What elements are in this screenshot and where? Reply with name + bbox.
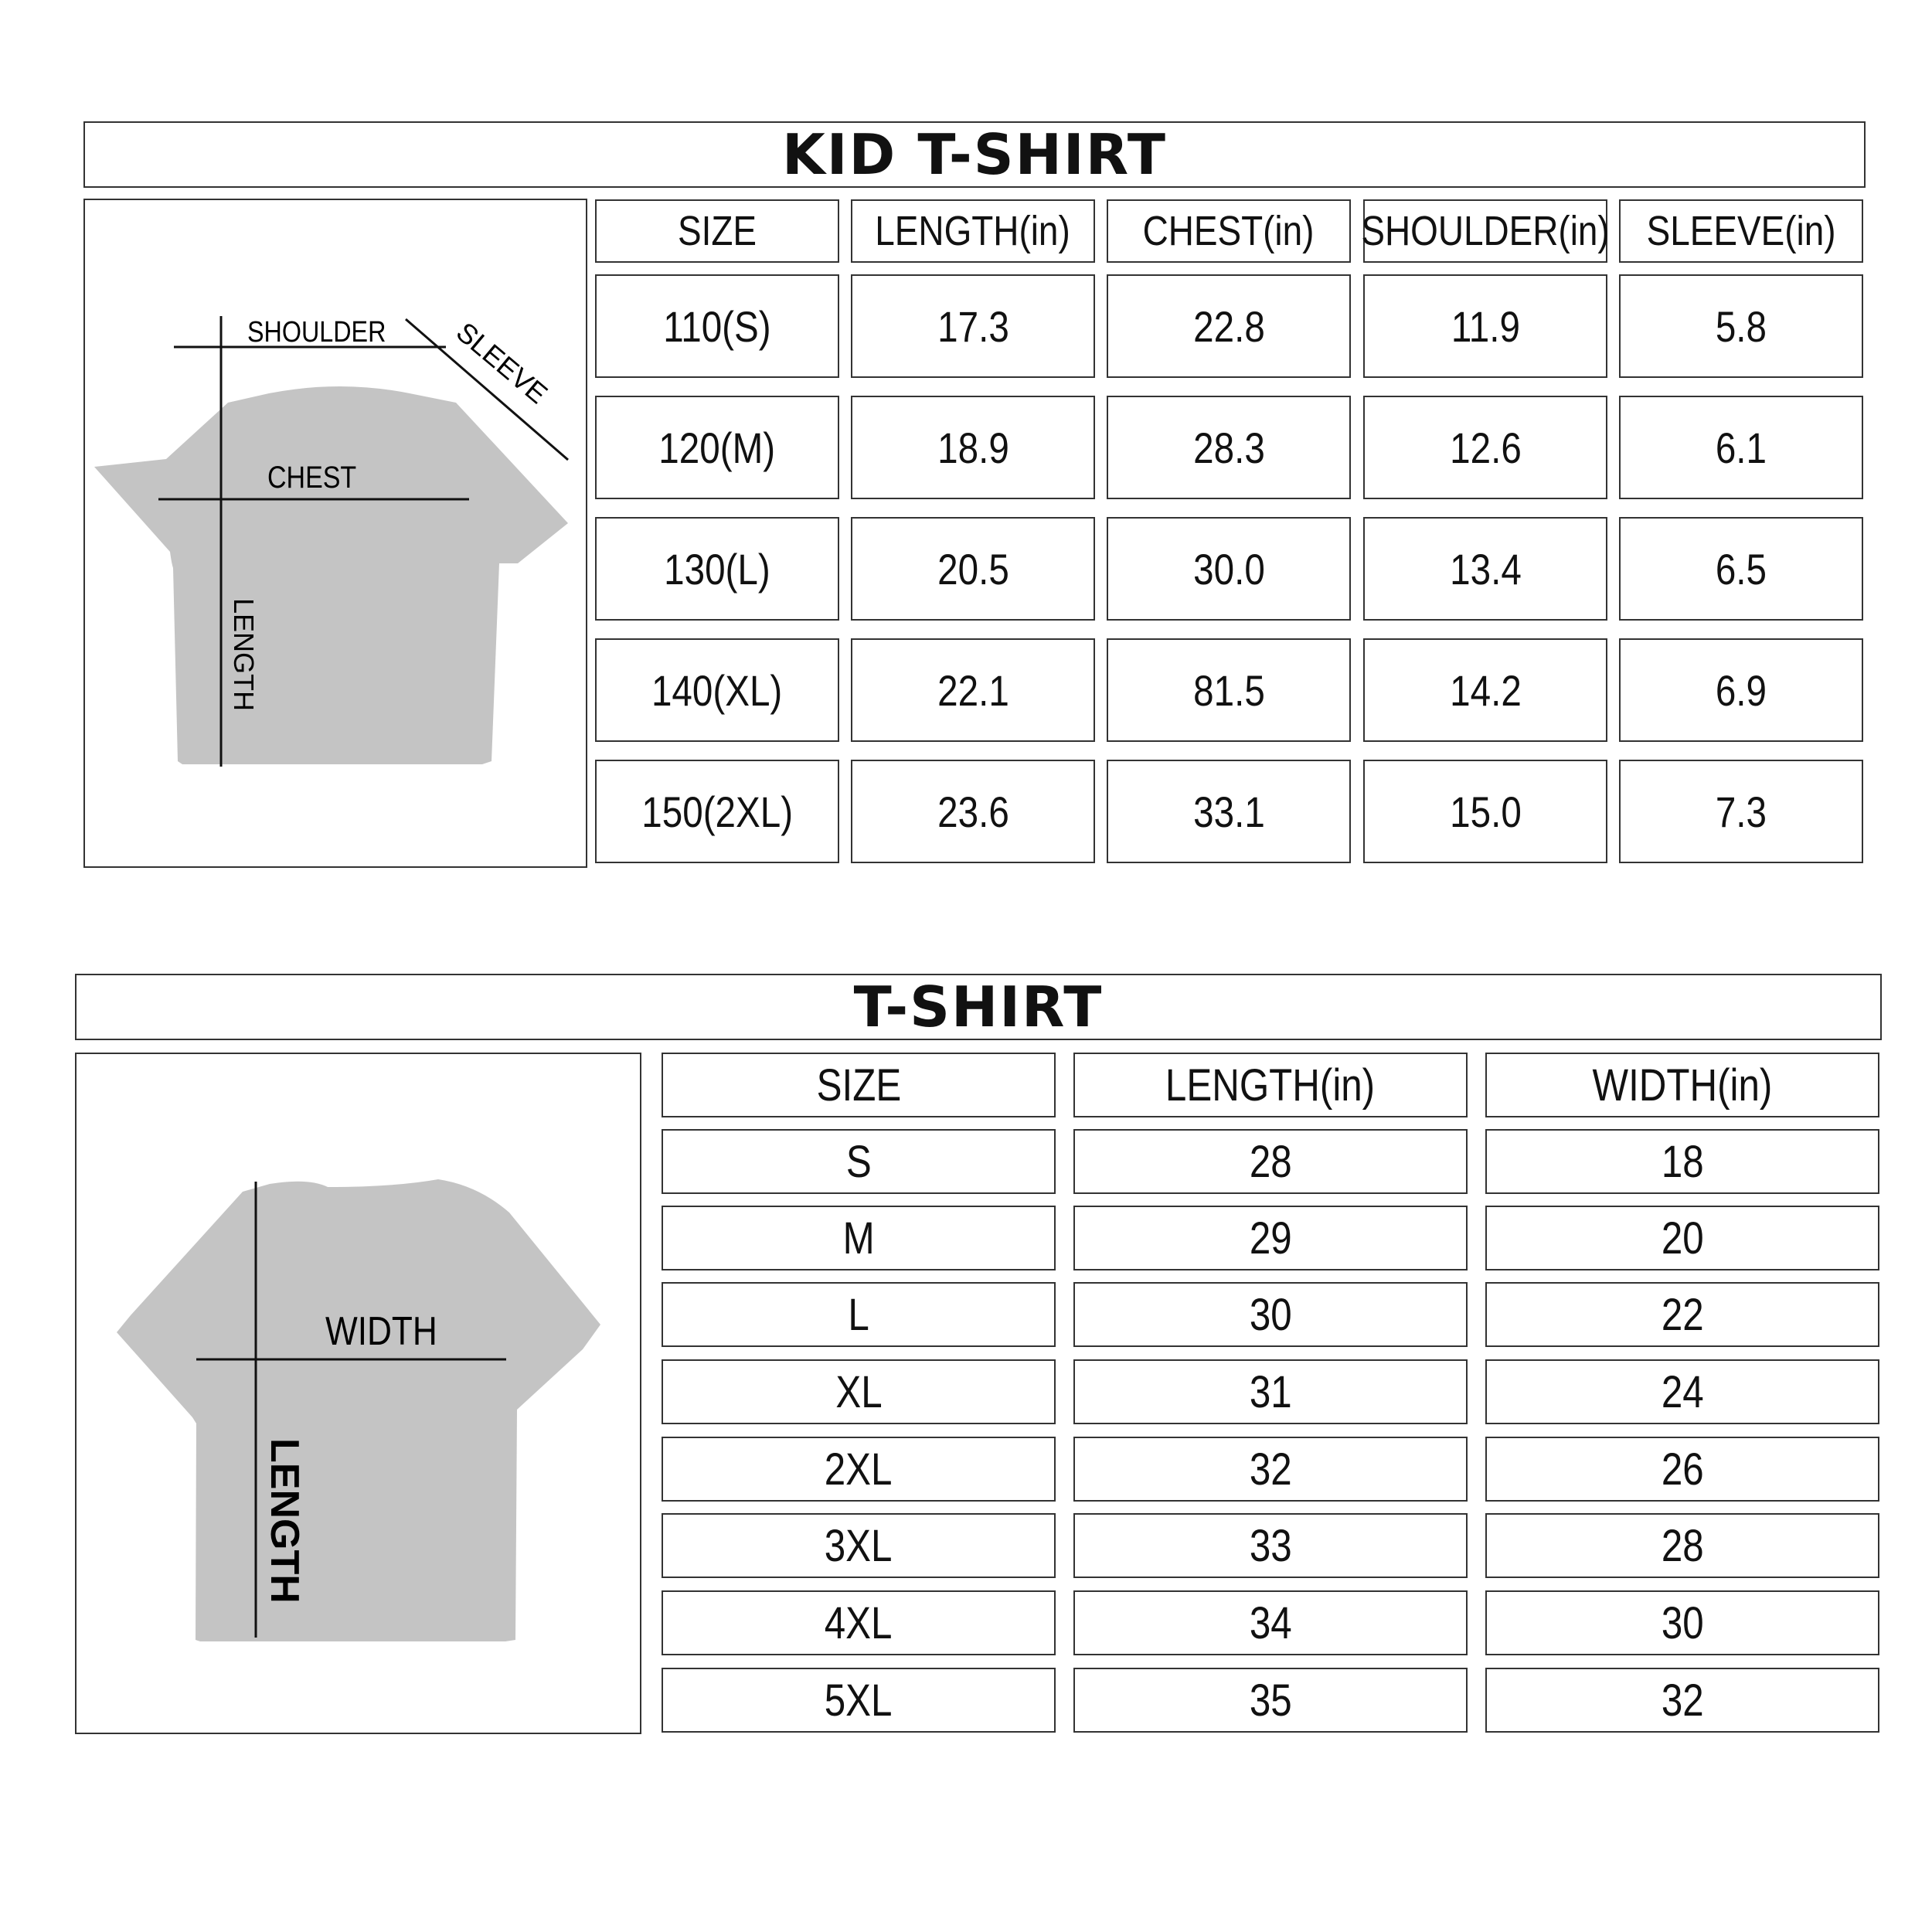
kid-table-cell <box>1363 274 1607 378</box>
adult-cell-value: 33 <box>1249 1520 1292 1571</box>
adult-table-cell <box>1073 1282 1468 1347</box>
kid-chest-label: CHEST <box>267 459 357 495</box>
kid-table-cell <box>1619 760 1863 863</box>
adult-table-cell <box>1485 1513 1879 1578</box>
adult-chart-title-text: T-SHIRT <box>853 975 1104 1039</box>
adult-table-cell <box>1485 1668 1879 1733</box>
adult-table-cell <box>662 1129 1056 1194</box>
kid-cell-value: 20.5 <box>937 544 1009 594</box>
adult-table-cell <box>1073 1359 1468 1424</box>
kid-cell-value: 150(2XL) <box>641 787 793 836</box>
adult-length-label: LENGTH <box>262 1438 307 1604</box>
kid-table-cell <box>1619 396 1863 499</box>
kid-cell-value: 7.3 <box>1715 787 1767 836</box>
kid-cell-value: 11.9 <box>1451 301 1520 351</box>
adult-shirt-diagram <box>77 1054 640 1733</box>
adult-table-cell <box>1485 1359 1879 1424</box>
kid-shirt-diagram <box>85 200 586 866</box>
kid-header-cell <box>851 199 1095 263</box>
adult-shirt-diagram-panel <box>75 1053 641 1734</box>
kid-length-label: LENGTH <box>228 598 260 712</box>
adult-cell-value: 26 <box>1661 1444 1704 1495</box>
kid-sleeve-label: SLEEVE <box>450 315 554 410</box>
kid-cell-value: 6.9 <box>1715 665 1767 715</box>
kid-header-label: LENGTH(in) <box>875 208 1071 254</box>
adult-cell-value: 30 <box>1661 1597 1704 1648</box>
adult-table-cell <box>662 1668 1056 1733</box>
kid-table-cell <box>595 517 839 621</box>
adult-table-cell <box>662 1437 1056 1502</box>
adult-cell-value: 31 <box>1249 1366 1292 1417</box>
adult-table-cell <box>1073 1513 1468 1578</box>
adult-cell-value: 22 <box>1661 1289 1704 1340</box>
kid-cell-value: 130(L) <box>664 544 770 594</box>
adult-table-cell <box>662 1513 1056 1578</box>
adult-table-cell <box>1073 1668 1468 1733</box>
kid-chart-title-text: KID T-SHIRT <box>781 122 1168 187</box>
kid-shirt-diagram-panel <box>83 199 587 868</box>
adult-table-cell <box>662 1590 1056 1655</box>
adult-cell-value: 28 <box>1249 1136 1292 1187</box>
kid-table-cell <box>851 760 1095 863</box>
adult-table-cell <box>1073 1437 1468 1502</box>
kid-table-cell <box>851 517 1095 621</box>
kid-cell-value: 6.1 <box>1715 423 1767 472</box>
kid-table-cell <box>851 638 1095 742</box>
adult-cell-value: 32 <box>1661 1675 1704 1726</box>
adult-table-cell <box>1485 1282 1879 1347</box>
kid-table-cell <box>851 396 1095 499</box>
kid-table-cell <box>1619 274 1863 378</box>
kid-table-cell <box>1363 638 1607 742</box>
adult-width-label: WIDTH <box>325 1308 437 1354</box>
adult-cell-value: 4XL <box>825 1597 893 1648</box>
kid-cell-value: 17.3 <box>937 301 1009 351</box>
adult-cell-value: 5XL <box>825 1675 893 1726</box>
kid-cell-value: 28.3 <box>1192 423 1265 472</box>
kid-header-label: SIZE <box>677 208 757 254</box>
kid-table-cell <box>595 396 839 499</box>
adult-cell-value: 2XL <box>825 1444 893 1495</box>
adult-cell-value: S <box>845 1136 872 1187</box>
adult-table-cell <box>1073 1206 1468 1270</box>
adult-table-cell <box>662 1359 1056 1424</box>
adult-cell-value: 20 <box>1661 1213 1704 1264</box>
kid-table-cell <box>1363 517 1607 621</box>
kid-table-cell <box>1107 274 1351 378</box>
kid-cell-value: 110(S) <box>663 301 771 351</box>
adult-cell-value: 34 <box>1249 1597 1292 1648</box>
adult-cell-value: 32 <box>1249 1444 1292 1495</box>
adult-header-cell <box>662 1053 1056 1117</box>
kid-header-cell <box>1107 199 1351 263</box>
adult-header-label: SIZE <box>816 1060 901 1111</box>
kid-cell-value: 33.1 <box>1192 787 1265 836</box>
kid-header-label: CHEST(in) <box>1143 208 1315 254</box>
adult-table-cell <box>1073 1129 1468 1194</box>
kid-header-label: SHOULDER(in) <box>1361 208 1610 254</box>
adult-cell-value: 3XL <box>825 1520 893 1571</box>
kid-table-cell <box>1107 638 1351 742</box>
adult-chart-title <box>75 974 1882 1040</box>
kid-table-cell <box>1107 396 1351 499</box>
adult-cell-value: M <box>842 1213 875 1264</box>
adult-cell-value: 28 <box>1661 1520 1704 1571</box>
kid-table-cell <box>1363 396 1607 499</box>
kid-cell-value: 15.0 <box>1449 787 1522 836</box>
kid-cell-value: 22.8 <box>1192 301 1265 351</box>
adult-cell-value: 30 <box>1249 1289 1292 1340</box>
kid-cell-value: 12.6 <box>1449 423 1522 472</box>
adult-cell-value: L <box>848 1289 869 1340</box>
kid-cell-value: 30.0 <box>1192 544 1265 594</box>
adult-header-label: WIDTH(in) <box>1592 1060 1773 1111</box>
adult-table-cell <box>1485 1129 1879 1194</box>
kid-cell-value: 13.4 <box>1449 544 1522 594</box>
adult-table-cell <box>1485 1206 1879 1270</box>
kid-header-cell <box>1619 199 1863 263</box>
adult-cell-value: XL <box>835 1366 883 1417</box>
adult-table-cell <box>1485 1590 1879 1655</box>
adult-cell-value: 24 <box>1661 1366 1704 1417</box>
adult-table-cell <box>1073 1590 1468 1655</box>
kid-header-cell <box>595 199 839 263</box>
kid-table-cell <box>1619 517 1863 621</box>
kid-table-cell <box>1107 760 1351 863</box>
kid-cell-value: 6.5 <box>1715 544 1767 594</box>
adult-shirt-shape <box>117 1179 600 1641</box>
kid-table-cell <box>595 274 839 378</box>
kid-table-cell <box>851 274 1095 378</box>
adult-table-cell <box>1485 1437 1879 1502</box>
adult-cell-value: 35 <box>1249 1675 1292 1726</box>
kid-table-cell <box>1619 638 1863 742</box>
kid-cell-value: 5.8 <box>1715 301 1767 351</box>
adult-table-cell <box>662 1206 1056 1270</box>
adult-cell-value: 18 <box>1661 1136 1704 1187</box>
kid-cell-value: 18.9 <box>937 423 1009 472</box>
kid-table-cell <box>595 760 839 863</box>
kid-shirt-shape <box>94 386 568 764</box>
kid-table-cell <box>1107 517 1351 621</box>
kid-header-label: SLEEVE(in) <box>1646 208 1836 254</box>
kid-table-cell <box>1363 760 1607 863</box>
kid-cell-value: 14.2 <box>1449 665 1522 715</box>
kid-cell-value: 120(M) <box>658 423 776 472</box>
adult-table-cell <box>662 1282 1056 1347</box>
kid-shoulder-label: SHOULDER <box>247 315 386 349</box>
kid-cell-value: 140(XL) <box>651 665 783 715</box>
kid-header-cell <box>1361 199 1610 263</box>
adult-header-label: LENGTH(in) <box>1165 1060 1376 1111</box>
kid-cell-value: 23.6 <box>937 787 1009 836</box>
adult-header-cell <box>1073 1053 1468 1117</box>
adult-cell-value: 29 <box>1249 1213 1292 1264</box>
kid-table-cell <box>595 638 839 742</box>
kid-chart-title <box>83 121 1866 188</box>
adult-header-cell <box>1485 1053 1879 1117</box>
kid-cell-value: 22.1 <box>937 665 1009 715</box>
kid-cell-value: 81.5 <box>1192 665 1265 715</box>
